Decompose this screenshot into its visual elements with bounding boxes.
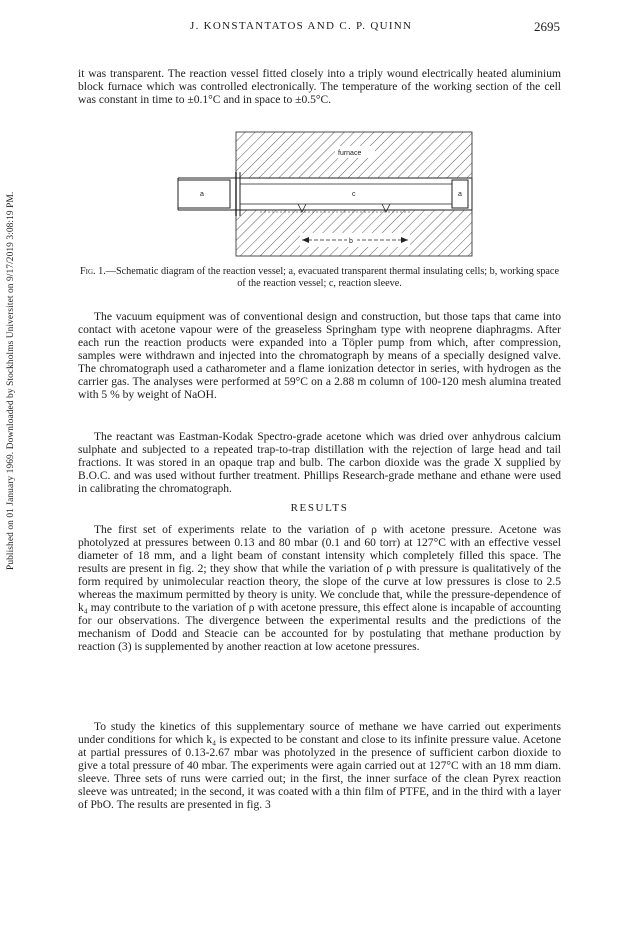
cell-a-left-label: a [200, 191, 204, 198]
running-head-authors: J. KONSTANTATOS AND C. P. QUINN [190, 20, 413, 32]
paragraph-vacuum-equipment: The vacuum equipment was of conventional design and construction, but those taps that came into contact with acetone vapour were of the greaseless Springham type with neoprene diaphragms. After each run the reaction products were expanded into a Töpler pump from which, after compression, samples were withdrawn and injected into the chromatograph by means of a specially designed valve. The chromatograph used a catharometer and a flame ionization detector in series, with hydrogen as the carrier gas. The analyses were performed at 59°C on a 2.88 m column of 100-120 mesh alumina treated with 5 % by weight of NaOH. [78, 311, 561, 402]
furnace-label: furnace [338, 150, 362, 157]
page-header [80, 20, 560, 38]
left-insulating-cell [178, 180, 230, 208]
working-space-b-label: b [349, 238, 353, 245]
figure-caption [78, 266, 561, 290]
section-heading-results: RESULTS [290, 502, 349, 514]
cell-a-right-label: a [458, 191, 462, 198]
sleeve-c-label: c [352, 191, 356, 198]
paragraph-results-second: To study the kinetics of this supplementary source of methane we have carried out experiments under conditions for which k₄ is expected to be constant and close to its infinite pressure value. Acetone at partial pressures of 0.13-2.67 mbar was photolyzed in the presence of sufficient carbon dioxide to give a total pressure of 40 mbar. The experiments were again carried out at 127°C with an 18 mm diam. sleeve. Three sets of runs were carried out; in the first, the inner surface of the clean Pyrex reaction sleeve was untreated; in the second, it was coated with a thin film of PTFE, and in the third with a layer of PbO. The results are presented in fig. 3 [78, 721, 561, 812]
reaction-vessel-diagram [160, 128, 490, 263]
page-number: 2695 [534, 19, 560, 34]
paragraph-furnace: it was transparent. The reaction vessel fitted closely into a triply wound electrically heated aluminium block furnace which was controlled electronically. The temperature of the working section of the cell was constant in time to ±0.1°C and in space to ±0.5°C. [78, 68, 561, 107]
paragraph-reactant: The reactant was Eastman-Kodak Spectro-grade acetone which was dried over anhydrous calcium sulphate and subjected to a repeated trap-to-trap distillation with the rejection of large head and tail fractions. It was stored in an opaque trap and bulb. The carbon dioxide was the grade X supplied by B.O.C. and was used without further treatment. Phillips Research-grade methane and ethane were used in calibrating the chromatograph. [78, 431, 561, 496]
figure-caption-label: Fig. 1. [80, 266, 106, 277]
figure-caption-text: —Schematic diagram of the reaction vessel; a, evacuated transparent thermal insulating cells; b, working space of the reaction vessel; c, reaction sleeve. [105, 266, 559, 289]
paragraph-results-first: The first set of experiments relate to the variation of ρ with acetone pressure. Acetone was photolyzed at pressures between 0.13 and 80 mbar (0.1 and 60 torr) at 127°C with an effective vessel diameter of 18 mm, and a light beam of constant intensity which completely filled this space. The results are present in fig. 2; they show that while the variation of ρ with pressure is qualitatively of the form required by unimolecular reaction theory, the slope of the curve at low pressures is close to 2.5 whereas the maximum permitted by theory is unity. We conclude that, while the pressure-dependence of k₄ may contribute to the variation of ρ with acetone pressure, this effect alone is incapable of accounting for our observations. The divergence between the experimental results and the predictions of the mechanism of Dodd and Steacie can be accounted for by postulating that methane production by reaction (3) is supplemented by another reaction at low acetone pressures. [78, 524, 561, 654]
download-watermark: Published on 01 January 1969. Downloaded by Stockholms Universitet on 9/17/2019 3:08:19 PM. [6, 191, 16, 570]
